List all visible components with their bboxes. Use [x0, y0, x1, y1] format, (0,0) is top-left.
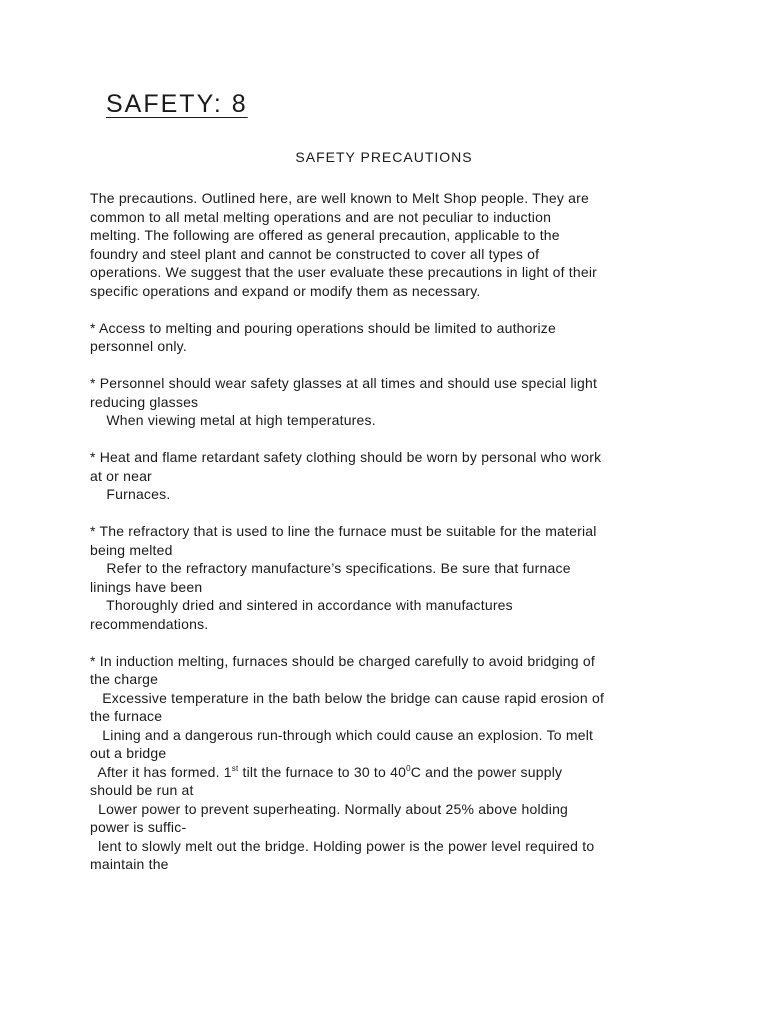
text-line: Excessive temperature in the bath below the bridge can cause rapid erosion of	[90, 689, 605, 706]
text-line: personnel only.	[90, 338, 187, 354]
text-line: Refer to the refractory manufacture’s specifications. Be sure that furnace	[90, 560, 571, 576]
text-line: reducing glasses	[90, 393, 199, 410]
text-line: common to all metal melting operations and are not peculiar to induction	[90, 208, 552, 225]
superscript: 0	[406, 763, 411, 773]
text-line: * Personnel should wear safety glasses at all times and should use special light	[90, 375, 598, 391]
text-line: at or near	[90, 467, 152, 484]
text-line: * Heat and flame retardant safety clothing should be worn by personal who work	[90, 449, 602, 465]
text-line: the charge	[90, 671, 159, 687]
text-line: maintain the	[90, 856, 169, 872]
text-line: foundry and steel plant and cannot be constructed to cover all types of	[90, 245, 540, 262]
text-line: Furnaces.	[90, 486, 171, 502]
paragraph-gap	[90, 300, 690, 319]
text-line: lent to slowly melt out the bridge. Holding power is the power level required to	[90, 837, 595, 854]
text-line: power is suffic-	[90, 819, 187, 835]
text-fragment: After it has formed. 1	[90, 763, 232, 780]
page-heading: SAFETY: 8	[106, 90, 248, 118]
text-line: the furnace	[90, 708, 163, 724]
text-line: * In induction melting, furnaces should be charged carefully to avoid bridging of	[90, 652, 595, 669]
document-body	[90, 189, 690, 874]
paragraph-gap	[90, 430, 690, 449]
section-title	[0, 149, 768, 165]
paragraph	[90, 652, 690, 874]
text-line: * The refractory that is used to line the furnace must be suitable for the material	[90, 523, 597, 539]
paragraph-gap	[90, 356, 690, 375]
superscript: st	[231, 763, 239, 773]
text-line: recommendations.	[90, 615, 209, 632]
text-line: melting. The following are offered as general precaution, applicable to the	[90, 227, 560, 243]
text-line: * Access to melting and pouring operations should be limited to authorize	[90, 319, 556, 336]
text-line: Lower power to prevent superheating. Normally about 25% above holding	[90, 800, 569, 817]
paragraph	[90, 522, 690, 633]
paragraph	[90, 448, 690, 504]
text-line: specific operations and expand or modify them as necessary.	[90, 282, 481, 299]
text-line: When viewing metal at high temperatures.	[90, 412, 376, 428]
paragraph	[90, 189, 690, 300]
text-line: Thoroughly dried and sintered in accordance with manufactures	[90, 597, 513, 613]
paragraph-gap	[90, 504, 690, 523]
text-line: out a bridge	[90, 745, 167, 761]
text-line: Lining and a dangerous run-through which could cause an explosion. To melt	[90, 726, 594, 743]
text-fragment: tilt the furnace to 30 to 40	[238, 763, 407, 780]
text-line	[90, 763, 690, 782]
paragraph	[90, 319, 690, 356]
text-line: being melted	[90, 541, 173, 558]
text-line: should be run at	[90, 782, 194, 798]
text-fragment: C and the power supply	[410, 763, 563, 780]
section-title-text: SAFETY PRECAUTIONS	[295, 149, 473, 165]
text-line: linings have been	[90, 578, 203, 595]
paragraph-gap	[90, 633, 690, 652]
text-line: operations. We suggest that the user evaluate these precautions in light of their	[90, 264, 598, 280]
paragraph	[90, 374, 690, 430]
text-line: The precautions. Outlined here, are well known to Melt Shop people. They are	[90, 190, 589, 206]
